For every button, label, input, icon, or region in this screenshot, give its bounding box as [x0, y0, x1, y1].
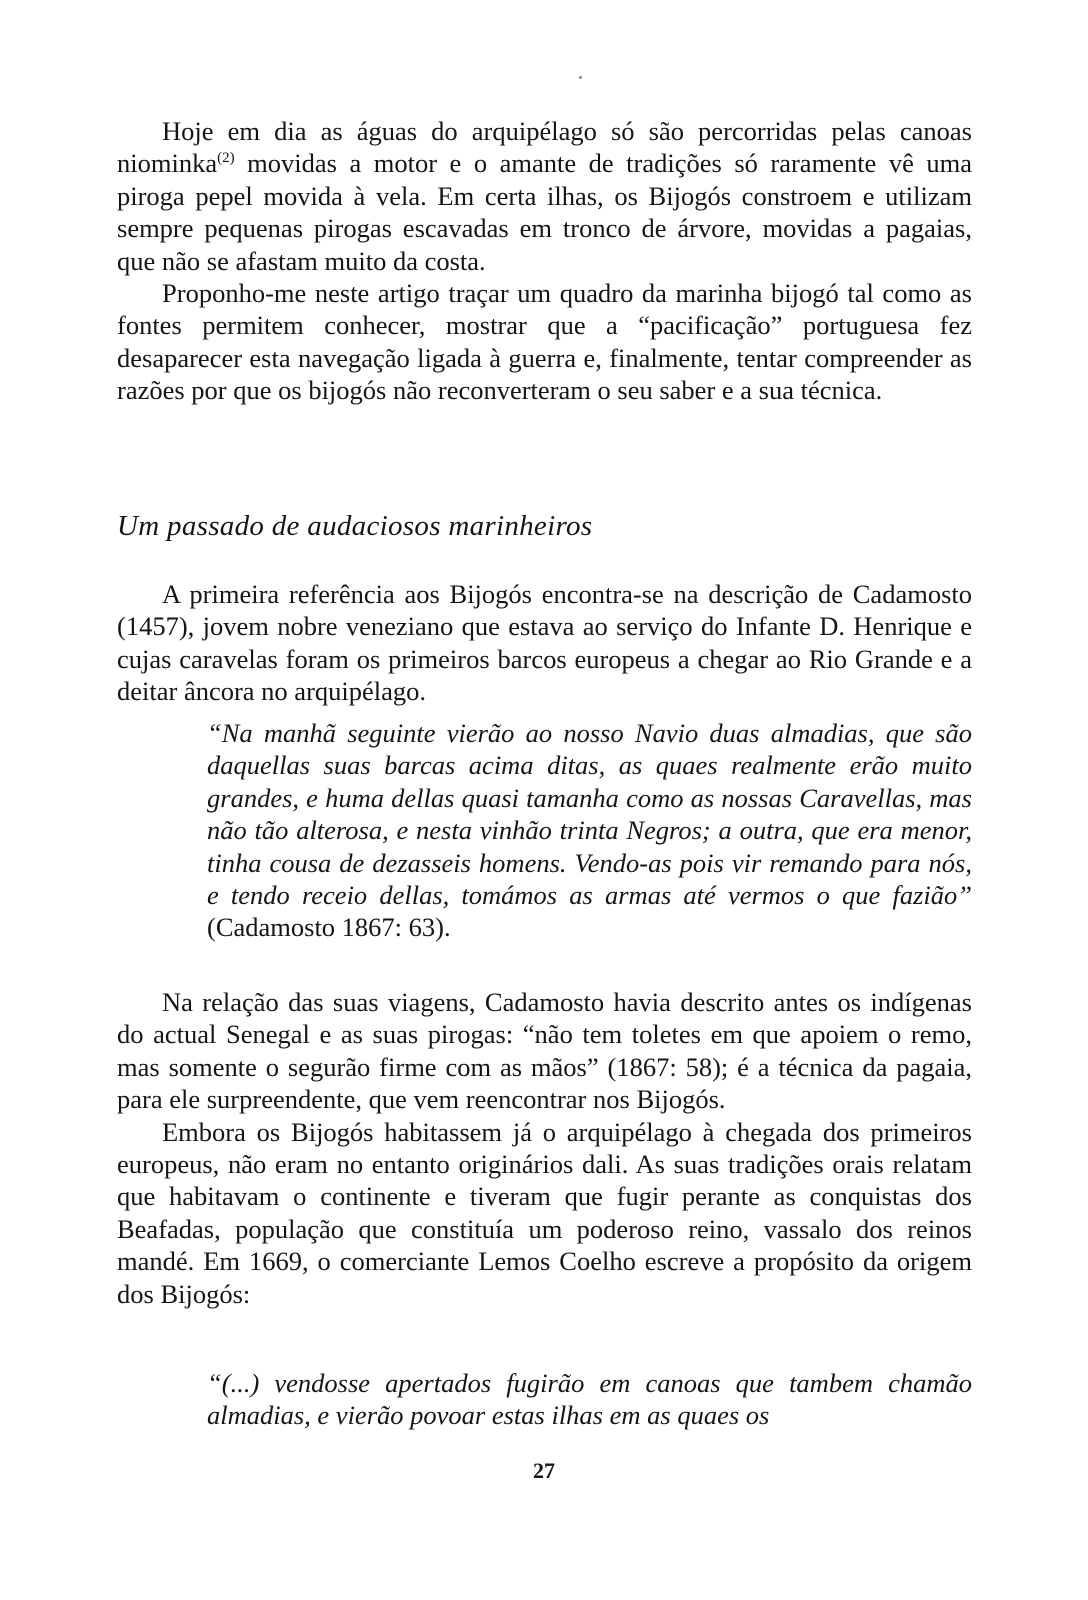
- section-paragraph-2: Na relação das suas viagens, Cadamosto havia descrito antes os indígenas do actual Senegal e as suas pirogas: “não tem toletes em que apoiem o remo, mas somente o segurão firme com as mãos” (1867: 58); é a técnica da pagaia, para ele surpreendente, que vem reencontrar nos Bijogós.: [117, 987, 972, 1115]
- page-number: 27: [533, 1458, 555, 1483]
- intro-text-block: [117, 115, 972, 407]
- section-paragraph-1-block: [117, 578, 972, 708]
- block-quote-lemos-coelho: “(...) vendosse apertados fugirão em canoas que tambem chamão almadias, e vierão povoar estas ilhas em as quaes os: [207, 1368, 972, 1431]
- intro-paragraph-1: Hoje em dia as águas do arquipélago só são percorridas pelas canoas niominka$^{(2)}$ movidas a motor e o amante de tradições só raramente vê uma piroga pepel movida à vela. Em certa ilhas, os Bijogós constroem e utilizam sempre pequenas pirogas escavadas em tronco de árvore, movidas a pagaias, que não se afastam muito da costa.: [117, 116, 972, 276]
- section-paragraph-1: A primeira referência aos Bijogós encontra-se na descrição de Cadamosto (1457), jovem nobre veneziano que estava ao serviço do Infante D. Henrique e cujas caravelas foram os primeiros barcos europeus a chegar ao Rio Grande e a deitar âncora no arquipélago.: [117, 579, 972, 707]
- footnote-reference: (2): [217, 150, 235, 167]
- section-paragraph-3: Embora os Bijogós habitassem já o arquipélago à chegada dos primeiros europeus, não eram no entanto originários dali. As suas tradições orais relatam que habitavam o continente e tiveram que fugir perante as conquistas dos Beafadas, população que constituía um poderoso reino, vassalo dos reinos mandé. Em 1669, o comerciante Lemos Coelho escreve a propósito da origem dos Bijogós:: [117, 1116, 972, 1309]
- block-quote-cadamosto: “Na manhã seguinte vierão ao nosso Navio duas almadias, que são daquellas suas barcas acima ditas, as quaes realmente erão muito grandes, e huma dellas quasi tamanha como as nossas Caravellas, mas não tão alterosa, e nesta vinhão trinta Negros; a outra, que era menor, tinha cousa de dezasseis homens. Vendo-as pois vir remando para nós, e tendo receio dellas, tomámos as armas até vermos o que fazião” (Cadamosto 1867: 63).: [207, 718, 972, 943]
- quote-citation: (Cadamosto 1867: 63).: [207, 912, 451, 943]
- section-heading: Um passado de audaciosos marinheiros: [117, 510, 593, 542]
- scan-speck: [579, 76, 582, 79]
- intro-paragraph-2: Proponho-me neste artigo traçar um quadro da marinha bijogó tal como as fontes permitem conhecer, mostrar que a “pacificação” portuguesa fez desaparecer esta navegação ligada à guerra e, finalmente, tentar compreender as razões por que os bijogós não reconverteram o seu saber e a sua técnica.: [117, 278, 972, 406]
- section-paragraphs-block: [117, 986, 972, 1310]
